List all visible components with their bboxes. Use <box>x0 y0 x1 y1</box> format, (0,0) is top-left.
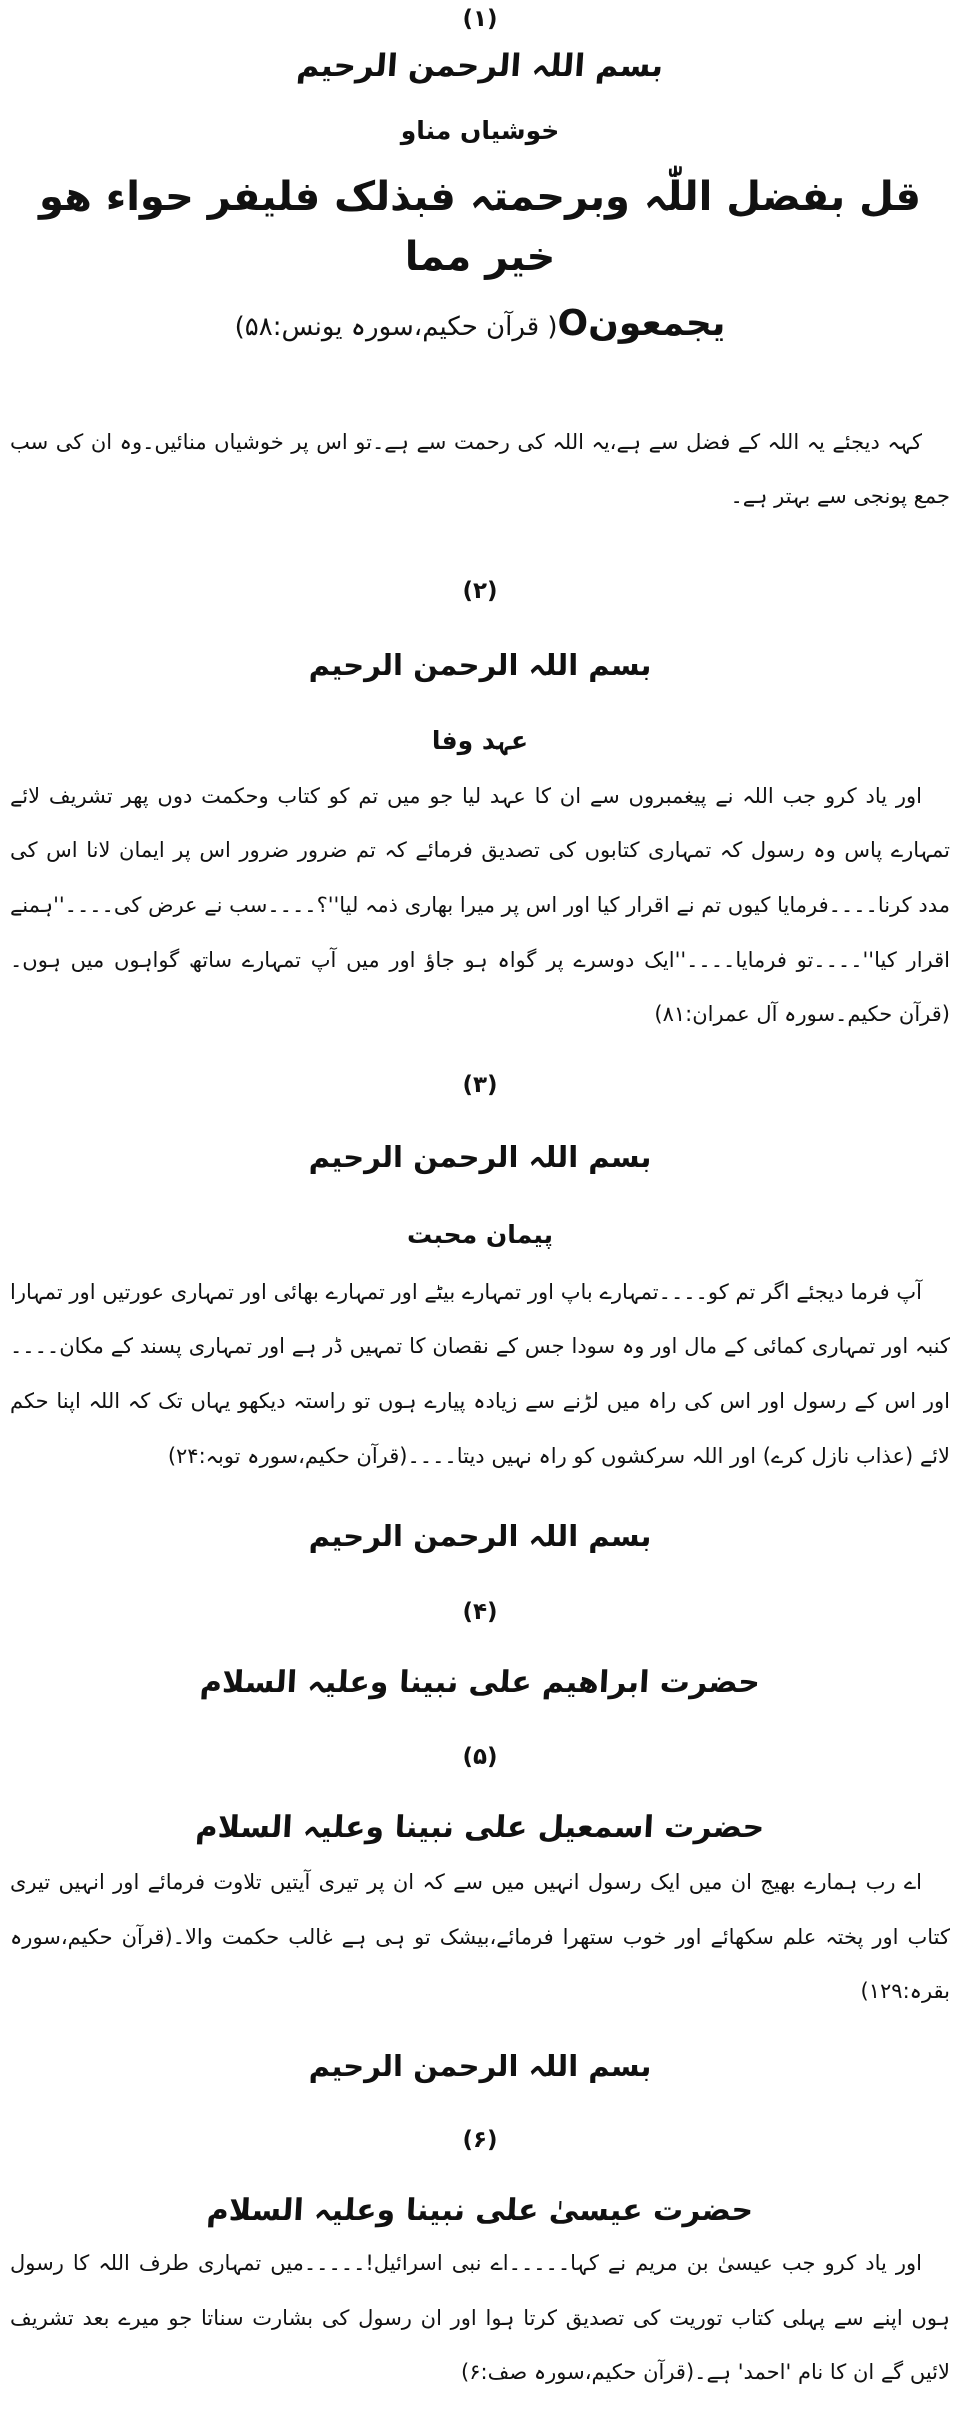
quran-verse-arabic-line2 <box>10 295 950 353</box>
section-number-2: (۲) <box>462 577 498 604</box>
section-number-6: (۶) <box>462 2126 498 2153</box>
verse-citation-yunus: ( قرآن حکیم،سورہ یونس:۵۸) <box>234 312 558 342</box>
heading-khushiyan-manao: خوشیاں مناو <box>400 116 560 145</box>
body-paragraph-2: اور یاد کرو جب اللہ نے پیغمبروں سے ان کا عہد لیا جو میں تم کو کتاب وحکمت دوں پھر تشریف لائے تمہارے پاس وہ رسول کہ تمہاری کتابوں کی تصدیق فرمائے کہ تم ضرور ضرور اس پر ایمان لانا اس کی مدد کرنا۔۔۔۔فرمایا کیوں تم نے اقرار کیا اور اس پر میرا بھاری ذمہ لیا''؟۔۔۔۔سب نے عرض کی۔۔۔۔''ہمنے اقرار کیا''۔۔۔۔تو فرمایا۔۔۔۔''ایک دوسرے پر گواہ ہو جاؤ اور میں آپ تمہارے ساتھ گواہوں میں ہوں۔(قرآن حکیم۔سورہ آل عمران:۸۱) <box>10 783 950 1027</box>
bismillah-2: بسم اللہ الرحمن الرحیم <box>308 647 652 682</box>
body-paragraph-3: آپ فرما دیجئے اگر تم کو۔۔۔۔تمہارے باپ اور تمہارے بیٹے اور تمہارے بھائی اور تمہاری عورتیں اور تمہارا کنبہ اور تمہاری کمائی کے مال اور وہ سودا جس کے نقصان کا تمہیں ڈر ہے اور تمہاری پسند کے مکان۔۔۔۔اور اس کے رسول اور اس کی راہ میں لڑنے سے زیادہ پیارے ہوں تو راستہ دیکھو یہاں تک کہ اللہ اپنا حکم لائے (عذاب نازل کرے) اور اللہ سرکشوں کو راہ نہیں دیتا۔۔۔۔(قرآن حکیم،سورہ توبہ:۲۴) <box>10 1279 950 1468</box>
verse-last-word: یجمعونO <box>557 303 726 344</box>
heading-hazrat-isa: حضرت عیسیٰ علی نبینا وعلیہ السلام <box>205 2192 755 2228</box>
bismillah-calligraphy-1: بسم اللہ الرحمن الرحیم <box>295 48 665 84</box>
heading-hazrat-ibrahim: حضرت ابراھیم علی نبینا وعلیہ السلام <box>199 1665 761 1701</box>
bismillah-6: بسم اللہ الرحمن الرحیم <box>308 2048 652 2083</box>
heading-paiman-e-mohabbat: پیمان محبت <box>407 1219 553 1249</box>
heading-ahd-e-wafa: عہد وفا <box>431 725 529 755</box>
heading-hazrat-ismail: حضرت اسمعیل علی نبینا وعلیہ السلام <box>194 1810 766 1846</box>
section-number-1: (۱) <box>462 6 498 32</box>
body-paragraph-6: اور یاد کرو جب عیسیٰ بن مریم نے کہا۔۔۔۔۔اے نبی اسرائیل!۔۔۔۔۔میں تمہاری طرف اللہ کا رسول ہوں اپنے سے پہلی کتاب توریت کی تصدیق کرتا ہوا اور ان رسول کی بشارت سناتا جو میرے بعد تشریف لائیں گے ان کا نام 'احمد' ہے۔(قرآن حکیم،سورہ صف:۶) <box>10 2250 950 2385</box>
body-paragraph-5: اے رب ہمارے بھیج ان میں ایک رسول انہیں میں سے کہ ان پر تیری آیتیں تلاوت فرمائے اور انہیں تیری کتاب اور پختہ علم سکھائے اور خوب ستھرا فرمائے،بیشک تو ہی ہے غالب حکمت والا۔(قرآن حکیم،سورہ بقرہ:۱۲۹) <box>10 1870 950 2004</box>
section-number-5: (۵) <box>462 1744 498 1771</box>
section-number-4: (۴) <box>462 1599 498 1626</box>
bismillah-3: بسم اللہ الرحمن الرحیم <box>308 1139 652 1174</box>
quran-verse-arabic-line1: قل بفضل اللّٰہ وبرحمتہ فبذلک فلیفر حواء ھو خیر مما <box>39 174 921 280</box>
bismillah-4: بسم اللہ الرحمن الرحیم <box>308 1519 652 1554</box>
section-number-3: (۳) <box>462 1071 498 1098</box>
translation-paragraph-1: کہہ دیجئے یہ اللہ کے فضل سے ہے،یہ اللہ کی رحمت سے ہے۔تو اس پر خوشیاں منائیں۔وہ ان کی سب جمع پونجی سے بہتر ہے۔ <box>10 429 950 509</box>
